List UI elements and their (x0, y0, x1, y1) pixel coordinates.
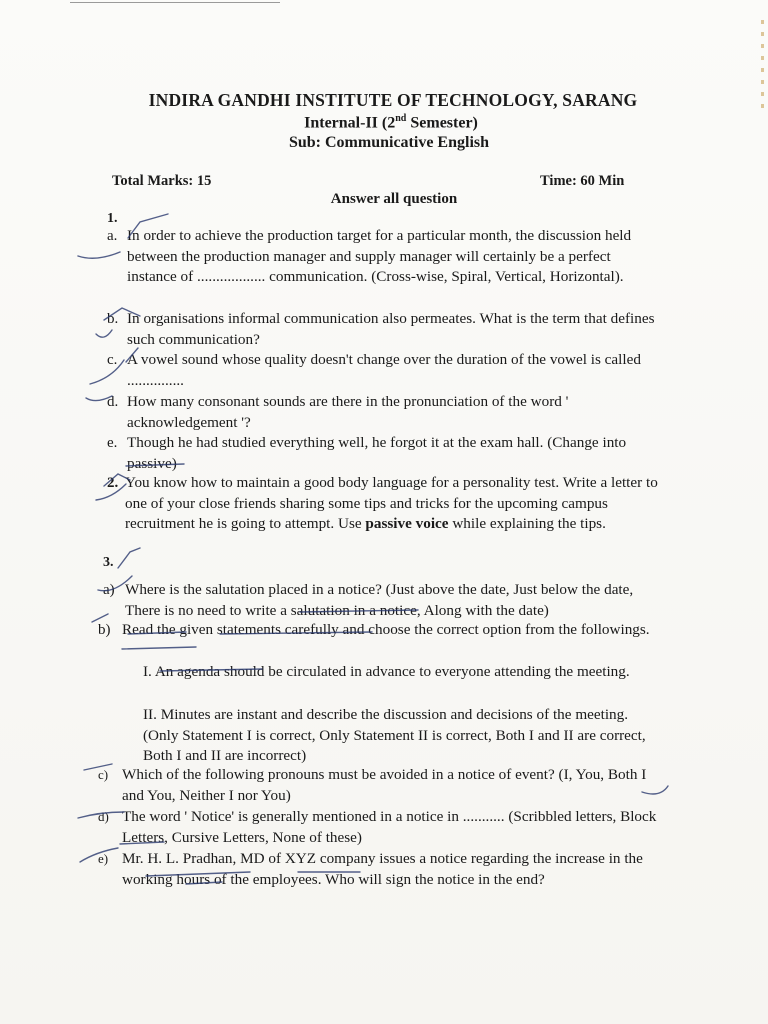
item-text: You know how to maintain a good body language for a personality test. Write a letter to one of your close friends sharing some tips and tricks for the upcoming campus recruitment he is going to attempt. Use passive voice while explaining the tips. (125, 474, 658, 532)
item-label: e. (107, 435, 118, 451)
tick-mark (78, 252, 120, 258)
item-text: Mr. H. L. Pradhan, MD of XYZ company issues a notice regarding the increase in the working hours of the employees. Who will sign the notice in the end? (122, 850, 643, 888)
exam-title: Internal-II (2nd Semester) (304, 113, 478, 132)
item-label: c. (107, 352, 118, 368)
item-label: e) (98, 851, 109, 866)
item-text: Read the given statements carefully and choose the correct option from the followings. (122, 621, 650, 638)
question-2-number: 2. (107, 475, 119, 491)
question-1-number: 1. (107, 211, 118, 226)
item-text: Which of the following pronouns must be avoided in a notice of event? (I, You, Both I and You, Neither I nor You) (122, 766, 647, 804)
item-text: In organisations informal communication also permeates. What is the term that defines such communication? (127, 310, 655, 348)
item-text: The word ' Notice' is generally mentioned in a notice in ........... (Scribbled letters, Block Letters, Cursive Letters, None of these) (122, 808, 657, 846)
item-label: a. (107, 228, 118, 244)
item-label: b. (107, 311, 119, 327)
statement-1: I. An agenda should be circulated in advance to everyone attending the meeting. (143, 663, 630, 680)
exam-time: Time: 60 Min (540, 173, 625, 189)
item-text: Where is the salutation placed in a notice? (Just above the date, Just below the date, There is no need to write a salutation in a notice, Along with the date) (125, 581, 634, 619)
item-text: Though he had studied everything well, he forgot it at the exam hall. (Change into passive) (127, 434, 627, 472)
item-text: In order to achieve the production target for a particular month, the discussion held between the production manager and supply manager will certainly be a perfect instance of .................. communication. (Cross-wise, Spiral, Vertical, Horizontal). (127, 227, 632, 285)
tick-mark (118, 548, 140, 568)
top-edge-line (70, 2, 280, 3)
underline-mark (122, 647, 196, 649)
subject-title: Sub: Communicative English (288, 134, 490, 152)
total-marks: Total Marks: 15 (112, 173, 212, 189)
item-label: d. (107, 394, 119, 410)
item-label: c) (98, 767, 109, 782)
institute-name: INDIRA GANDHI INSTITUTE OF TECHNOLOGY, SARANG (148, 90, 638, 110)
item-label: d) (98, 809, 109, 824)
tick-mark (96, 330, 112, 337)
instruction: Answer all question (330, 191, 458, 207)
item-label: b) (98, 622, 111, 638)
statement-2: II. Minutes are instant and describe the discussion and decisions of the meeting. (Only Statement I is correct, Only Statement II is correct, Both I and II are correct, Both I and II are incorrect) (143, 706, 646, 764)
item-label: a) (103, 582, 115, 598)
emphasis-text: passive voice (365, 515, 449, 532)
item-text: How many consonant sounds are there in the pronunciation of the word ' acknowledgement '? (127, 393, 569, 431)
question-3-number: 3. (103, 555, 114, 570)
paper-header (0, 90, 768, 152)
item-text: A vowel sound whose quality doesn't change over the duration of the vowel is called ............... (127, 351, 641, 389)
